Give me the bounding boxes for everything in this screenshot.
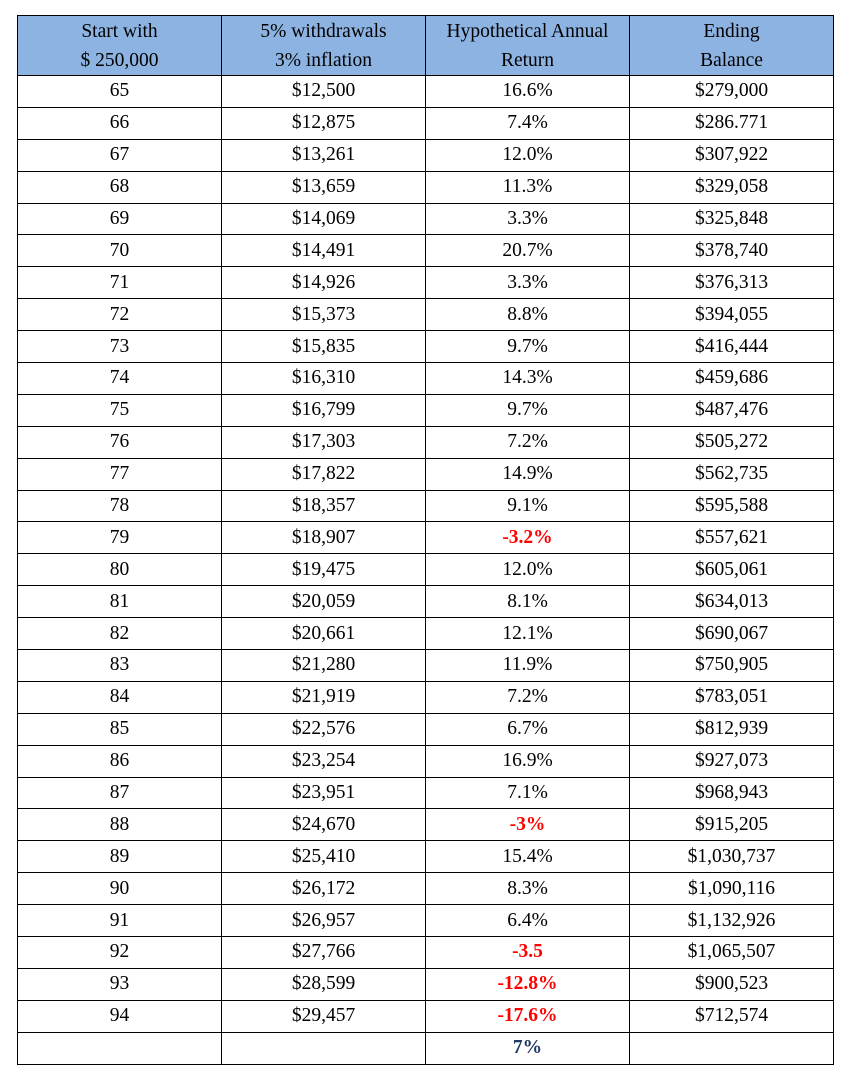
table-row: [18, 299, 834, 331]
age-cell: 73: [18, 331, 222, 363]
table-row: [18, 394, 834, 426]
table-row: [18, 713, 834, 745]
ending-balance-cell: $605,061: [630, 554, 834, 586]
footer-withdrawal: [222, 1032, 426, 1064]
withdrawal-cell: $14,491: [222, 235, 426, 267]
annual-return-cell: 3.3%: [426, 203, 630, 235]
annual-return-cell: -3%: [426, 809, 630, 841]
ending-balance-cell: $378,740: [630, 235, 834, 267]
ending-balance-cell: $416,444: [630, 331, 834, 363]
withdrawal-cell: $29,457: [222, 1000, 426, 1032]
withdrawal-cell: $12,875: [222, 107, 426, 139]
table-row: [18, 331, 834, 363]
annual-return-cell: 14.9%: [426, 458, 630, 490]
withdrawal-cell: $23,254: [222, 745, 426, 777]
withdrawal-cell: $20,059: [222, 586, 426, 618]
age-cell: 82: [18, 618, 222, 650]
ending-balance-cell: $325,848: [630, 203, 834, 235]
age-cell: 67: [18, 139, 222, 171]
ending-balance-cell: $690,067: [630, 618, 834, 650]
footer-balance: [630, 1032, 834, 1064]
table-row: [18, 363, 834, 395]
age-cell: 88: [18, 809, 222, 841]
age-cell: 65: [18, 76, 222, 108]
table-row: [18, 267, 834, 299]
age-cell: 89: [18, 841, 222, 873]
age-cell: 70: [18, 235, 222, 267]
annual-return-cell: 7.4%: [426, 107, 630, 139]
ending-balance-cell: $307,922: [630, 139, 834, 171]
age-cell: 94: [18, 1000, 222, 1032]
ending-balance-cell: $900,523: [630, 968, 834, 1000]
ending-balance-cell: $927,073: [630, 745, 834, 777]
withdrawal-cell: $21,280: [222, 650, 426, 682]
withdrawal-cell: $12,500: [222, 76, 426, 108]
ending-balance-cell: $286.771: [630, 107, 834, 139]
withdrawal-cell: $14,069: [222, 203, 426, 235]
ending-balance-cell: $1,030,737: [630, 841, 834, 873]
annual-return-cell: 3.3%: [426, 267, 630, 299]
withdrawal-cell: $28,599: [222, 968, 426, 1000]
average-return: 7%: [426, 1032, 630, 1064]
annual-return-cell: 8.1%: [426, 586, 630, 618]
ending-balance-cell: $459,686: [630, 363, 834, 395]
table-row: [18, 777, 834, 809]
ending-balance-cell: $394,055: [630, 299, 834, 331]
table-row: [18, 490, 834, 522]
ending-balance-cell: $783,051: [630, 681, 834, 713]
withdrawal-cell: $24,670: [222, 809, 426, 841]
withdrawal-cell: $22,576: [222, 713, 426, 745]
ending-balance-cell: $562,735: [630, 458, 834, 490]
age-cell: 83: [18, 650, 222, 682]
age-cell: 68: [18, 171, 222, 203]
age-cell: 76: [18, 426, 222, 458]
withdrawal-cell: $27,766: [222, 937, 426, 969]
withdrawal-cell: $15,835: [222, 331, 426, 363]
withdrawal-cell: $20,661: [222, 618, 426, 650]
table-row: [18, 681, 834, 713]
annual-return-cell: 14.3%: [426, 363, 630, 395]
age-cell: 71: [18, 267, 222, 299]
table-row: [18, 554, 834, 586]
withdrawal-cell: $26,957: [222, 905, 426, 937]
ending-balance-cell: $329,058: [630, 171, 834, 203]
annual-return-cell: -12.8%: [426, 968, 630, 1000]
withdrawal-cell: $17,303: [222, 426, 426, 458]
withdrawal-cell: $23,951: [222, 777, 426, 809]
age-cell: 92: [18, 937, 222, 969]
withdrawal-cell: $25,410: [222, 841, 426, 873]
table-row: [18, 1000, 834, 1032]
ending-balance-cell: $1,132,926: [630, 905, 834, 937]
age-cell: 81: [18, 586, 222, 618]
age-cell: 78: [18, 490, 222, 522]
header-row: [18, 16, 834, 76]
retirement-withdrawal-table: [17, 15, 834, 1065]
age-cell: 66: [18, 107, 222, 139]
annual-return-cell: 12.1%: [426, 618, 630, 650]
withdrawal-cell: $14,926: [222, 267, 426, 299]
annual-return-cell: 16.9%: [426, 745, 630, 777]
annual-return-cell: 11.3%: [426, 171, 630, 203]
withdrawal-cell: $15,373: [222, 299, 426, 331]
age-cell: 74: [18, 363, 222, 395]
table-row: [18, 522, 834, 554]
withdrawal-cell: $13,261: [222, 139, 426, 171]
annual-return-cell: 12.0%: [426, 554, 630, 586]
age-cell: 85: [18, 713, 222, 745]
annual-return-cell: 20.7%: [426, 235, 630, 267]
table-row: [18, 586, 834, 618]
annual-return-cell: 15.4%: [426, 841, 630, 873]
annual-return-cell: -3.2%: [426, 522, 630, 554]
ending-balance-cell: $712,574: [630, 1000, 834, 1032]
header-withdrawals: 5% withdrawals 3% inflation: [222, 16, 426, 76]
age-cell: 75: [18, 394, 222, 426]
age-cell: 77: [18, 458, 222, 490]
annual-return-cell: 6.7%: [426, 713, 630, 745]
footer-row: [18, 1032, 834, 1064]
age-cell: 86: [18, 745, 222, 777]
age-cell: 90: [18, 873, 222, 905]
annual-return-cell: 8.3%: [426, 873, 630, 905]
header-start: Start with $ 250,000: [18, 16, 222, 76]
ending-balance-cell: $915,205: [630, 809, 834, 841]
age-cell: 93: [18, 968, 222, 1000]
ending-balance-cell: $1,090,116: [630, 873, 834, 905]
table-row: [18, 458, 834, 490]
annual-return-cell: 9.1%: [426, 490, 630, 522]
annual-return-cell: 11.9%: [426, 650, 630, 682]
header-ending-balance: Ending Balance: [630, 16, 834, 76]
ending-balance-cell: $1,065,507: [630, 937, 834, 969]
withdrawal-cell: $16,310: [222, 363, 426, 395]
annual-return-cell: 9.7%: [426, 331, 630, 363]
table-row: [18, 905, 834, 937]
withdrawal-cell: $21,919: [222, 681, 426, 713]
table-body: [18, 76, 834, 1033]
annual-return-cell: 12.0%: [426, 139, 630, 171]
table-row: [18, 618, 834, 650]
age-cell: 91: [18, 905, 222, 937]
table-row: [18, 873, 834, 905]
annual-return-cell: -3.5: [426, 937, 630, 969]
table-row: [18, 745, 834, 777]
table-row: [18, 139, 834, 171]
withdrawal-cell: $18,357: [222, 490, 426, 522]
header-annual-return: Hypothetical Annual Return: [426, 16, 630, 76]
withdrawal-cell: $19,475: [222, 554, 426, 586]
annual-return-cell: 7.2%: [426, 681, 630, 713]
annual-return-cell: 7.1%: [426, 777, 630, 809]
age-cell: 72: [18, 299, 222, 331]
withdrawal-cell: $26,172: [222, 873, 426, 905]
annual-return-cell: 9.7%: [426, 394, 630, 426]
age-cell: 84: [18, 681, 222, 713]
table-row: [18, 171, 834, 203]
annual-return-cell: -17.6%: [426, 1000, 630, 1032]
table-row: [18, 76, 834, 108]
ending-balance-cell: $634,013: [630, 586, 834, 618]
footer-age: [18, 1032, 222, 1064]
table-row: [18, 650, 834, 682]
age-cell: 80: [18, 554, 222, 586]
annual-return-cell: 6.4%: [426, 905, 630, 937]
table-row: [18, 107, 834, 139]
table-row: [18, 809, 834, 841]
table-row: [18, 203, 834, 235]
ending-balance-cell: $750,905: [630, 650, 834, 682]
ending-balance-cell: $487,476: [630, 394, 834, 426]
age-cell: 69: [18, 203, 222, 235]
withdrawal-cell: $16,799: [222, 394, 426, 426]
table-row: [18, 841, 834, 873]
ending-balance-cell: $505,272: [630, 426, 834, 458]
annual-return-cell: 8.8%: [426, 299, 630, 331]
ending-balance-cell: $376,313: [630, 267, 834, 299]
ending-balance-cell: $968,943: [630, 777, 834, 809]
withdrawal-cell: $13,659: [222, 171, 426, 203]
table-row: [18, 937, 834, 969]
ending-balance-cell: $812,939: [630, 713, 834, 745]
table-row: [18, 235, 834, 267]
annual-return-cell: 16.6%: [426, 76, 630, 108]
ending-balance-cell: $279,000: [630, 76, 834, 108]
ending-balance-cell: $557,621: [630, 522, 834, 554]
age-cell: 79: [18, 522, 222, 554]
ending-balance-cell: $595,588: [630, 490, 834, 522]
annual-return-cell: 7.2%: [426, 426, 630, 458]
withdrawal-cell: $18,907: [222, 522, 426, 554]
table-row: [18, 968, 834, 1000]
age-cell: 87: [18, 777, 222, 809]
withdrawal-cell: $17,822: [222, 458, 426, 490]
table-row: [18, 426, 834, 458]
